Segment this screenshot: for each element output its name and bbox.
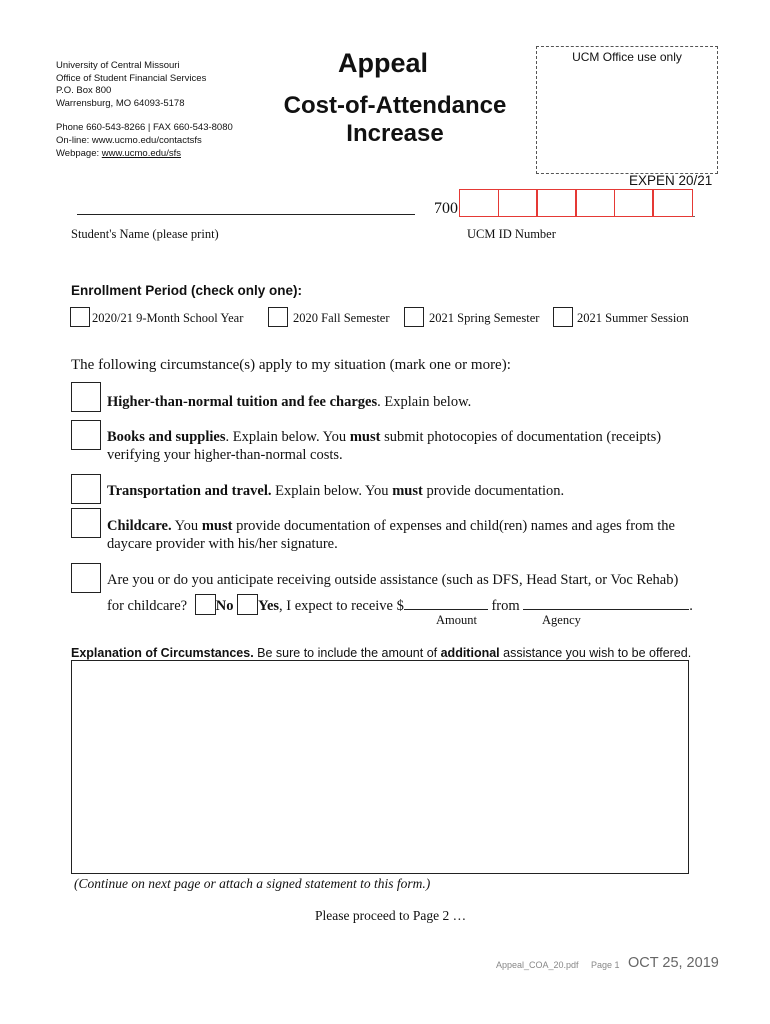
transportation-title: Transportation and travel. bbox=[107, 483, 272, 499]
no-checkbox[interactable] bbox=[195, 594, 216, 615]
books-checkbox[interactable] bbox=[71, 420, 101, 450]
footer-filename: Appeal_COA_20.pdf bbox=[496, 960, 579, 970]
yes-checkbox[interactable] bbox=[237, 594, 258, 615]
form-title: Appeal bbox=[338, 48, 429, 78]
transportation-item bbox=[107, 482, 717, 500]
outside-assistance-checkbox[interactable] bbox=[71, 563, 101, 593]
enroll-spring-label: 2021 Spring Semester bbox=[429, 311, 540, 325]
office-use-box bbox=[536, 46, 718, 174]
explanation-heading bbox=[71, 646, 691, 660]
childcare-title: Childcare. bbox=[107, 518, 172, 534]
proceed-note: Please proceed to Page 2 … bbox=[315, 908, 467, 923]
transportation-text: Explain below. You bbox=[271, 483, 393, 499]
transportation-text-rest: provide documentation. bbox=[422, 483, 565, 499]
id-digit-box[interactable] bbox=[536, 189, 576, 217]
continue-note: (Continue on next page or attach a signed statement to this form.) bbox=[74, 876, 431, 891]
expen-code: EXPEN 20/21 bbox=[629, 173, 713, 188]
childcare-item bbox=[107, 517, 717, 553]
id-digit-box[interactable] bbox=[614, 189, 654, 217]
explanation-text: Be sure to include the amount of bbox=[253, 646, 441, 660]
amount-field[interactable] bbox=[404, 597, 488, 610]
tuition-text: . Explain below. bbox=[377, 394, 472, 410]
agency-field[interactable] bbox=[523, 597, 689, 610]
enroll-spring-checkbox[interactable] bbox=[404, 307, 424, 327]
books-item bbox=[107, 428, 717, 464]
webpage-label: Webpage: bbox=[56, 147, 102, 159]
enrollment-heading: Enrollment Period (check only one): bbox=[71, 283, 303, 298]
online-line: On-line: www.ucmo.edu/contactsfs bbox=[56, 134, 202, 146]
office-use-label: UCM Office use only bbox=[572, 50, 682, 64]
childcare-text: You bbox=[171, 518, 202, 534]
books-text-rest: submit photocopies of documentation (receipts) bbox=[380, 429, 662, 445]
enroll-summer-checkbox[interactable] bbox=[553, 307, 573, 327]
footer-page: Page 1 bbox=[591, 960, 620, 970]
books-text-line2: verifying your higher-than-normal costs. bbox=[107, 447, 343, 463]
agency-label: Agency bbox=[542, 613, 581, 627]
no-label: No bbox=[215, 598, 234, 614]
childcare-checkbox[interactable] bbox=[71, 508, 101, 538]
ucm-id-label: UCM ID Number bbox=[467, 227, 556, 241]
childcare-must: must bbox=[201, 518, 233, 534]
for-childcare-label: for childcare? bbox=[107, 598, 188, 614]
amount-label: Amount bbox=[436, 613, 477, 627]
childcare-text-rest: provide documentation of expenses and child(ren) names and ages from the bbox=[232, 518, 675, 534]
circumstances-intro: The following circumstance(s) apply to my situation (mark one or more): bbox=[71, 357, 511, 373]
enroll-school-year-label: 2020/21 9-Month School Year bbox=[92, 311, 244, 325]
explanation-text-rest: assistance you wish to be offered. bbox=[499, 646, 692, 660]
explanation-textarea[interactable] bbox=[71, 660, 689, 874]
explanation-additional: additional bbox=[440, 646, 500, 660]
tuition-checkbox[interactable] bbox=[71, 382, 101, 412]
tuition-title: Higher-than-normal tuition and fee charges bbox=[107, 394, 378, 410]
books-must: must bbox=[349, 429, 381, 445]
subtitle-line-1: Cost-of-Attendance bbox=[283, 92, 507, 119]
transportation-checkbox[interactable] bbox=[71, 474, 101, 504]
address-line: P.O. Box 800 bbox=[56, 85, 112, 97]
form-subtitle bbox=[270, 92, 520, 148]
id-digit-box[interactable] bbox=[459, 189, 499, 217]
transportation-must: must bbox=[392, 483, 423, 499]
webpage-line bbox=[56, 148, 233, 161]
student-name-field[interactable] bbox=[77, 214, 415, 215]
office-address-block bbox=[56, 60, 233, 160]
books-text: . Explain below. You bbox=[225, 429, 350, 445]
enroll-fall-label: 2020 Fall Semester bbox=[293, 311, 390, 325]
address-line: University of Central Missouri bbox=[56, 60, 180, 71]
subtitle-line-2: Increase bbox=[346, 120, 444, 147]
footer-date: OCT 25, 2019 bbox=[628, 955, 719, 971]
phone-fax-line: Phone 660-543-8266 | FAX 660-543-8080 bbox=[56, 122, 233, 134]
childcare-assistance-row bbox=[107, 594, 693, 615]
id-digit-box[interactable] bbox=[575, 189, 615, 217]
student-name-label: Student's Name (please print) bbox=[71, 227, 219, 241]
outside-assistance-question: Are you or do you anticipate receiving outside assistance (such as DFS, Head Start, or Voc Rehab) bbox=[107, 572, 679, 588]
enroll-fall-checkbox[interactable] bbox=[268, 307, 288, 327]
expect-text: , I expect to receive $ bbox=[279, 598, 404, 614]
address-line: Office of Student Financial Services bbox=[56, 72, 207, 84]
period-text: . bbox=[689, 598, 693, 614]
from-text: from bbox=[487, 598, 524, 614]
webpage-link[interactable]: www.ucmo.edu/sfs bbox=[101, 147, 181, 159]
address-line: Warrensburg, MO 64093-5178 bbox=[56, 97, 185, 109]
books-title: Books and supplies bbox=[107, 429, 226, 445]
enroll-school-year-checkbox[interactable] bbox=[70, 307, 90, 327]
yes-label: Yes bbox=[258, 598, 280, 614]
explanation-title: Explanation of Circumstances. bbox=[71, 646, 254, 660]
id-prefix: 700 bbox=[434, 200, 458, 217]
enroll-summer-label: 2021 Summer Session bbox=[577, 311, 689, 325]
id-digit-box[interactable] bbox=[652, 189, 692, 217]
id-digit-box[interactable] bbox=[498, 189, 538, 217]
tuition-item bbox=[107, 393, 717, 411]
childcare-text-line2: daycare provider with his/her signature. bbox=[107, 536, 338, 552]
ucm-id-field[interactable] bbox=[459, 189, 691, 217]
